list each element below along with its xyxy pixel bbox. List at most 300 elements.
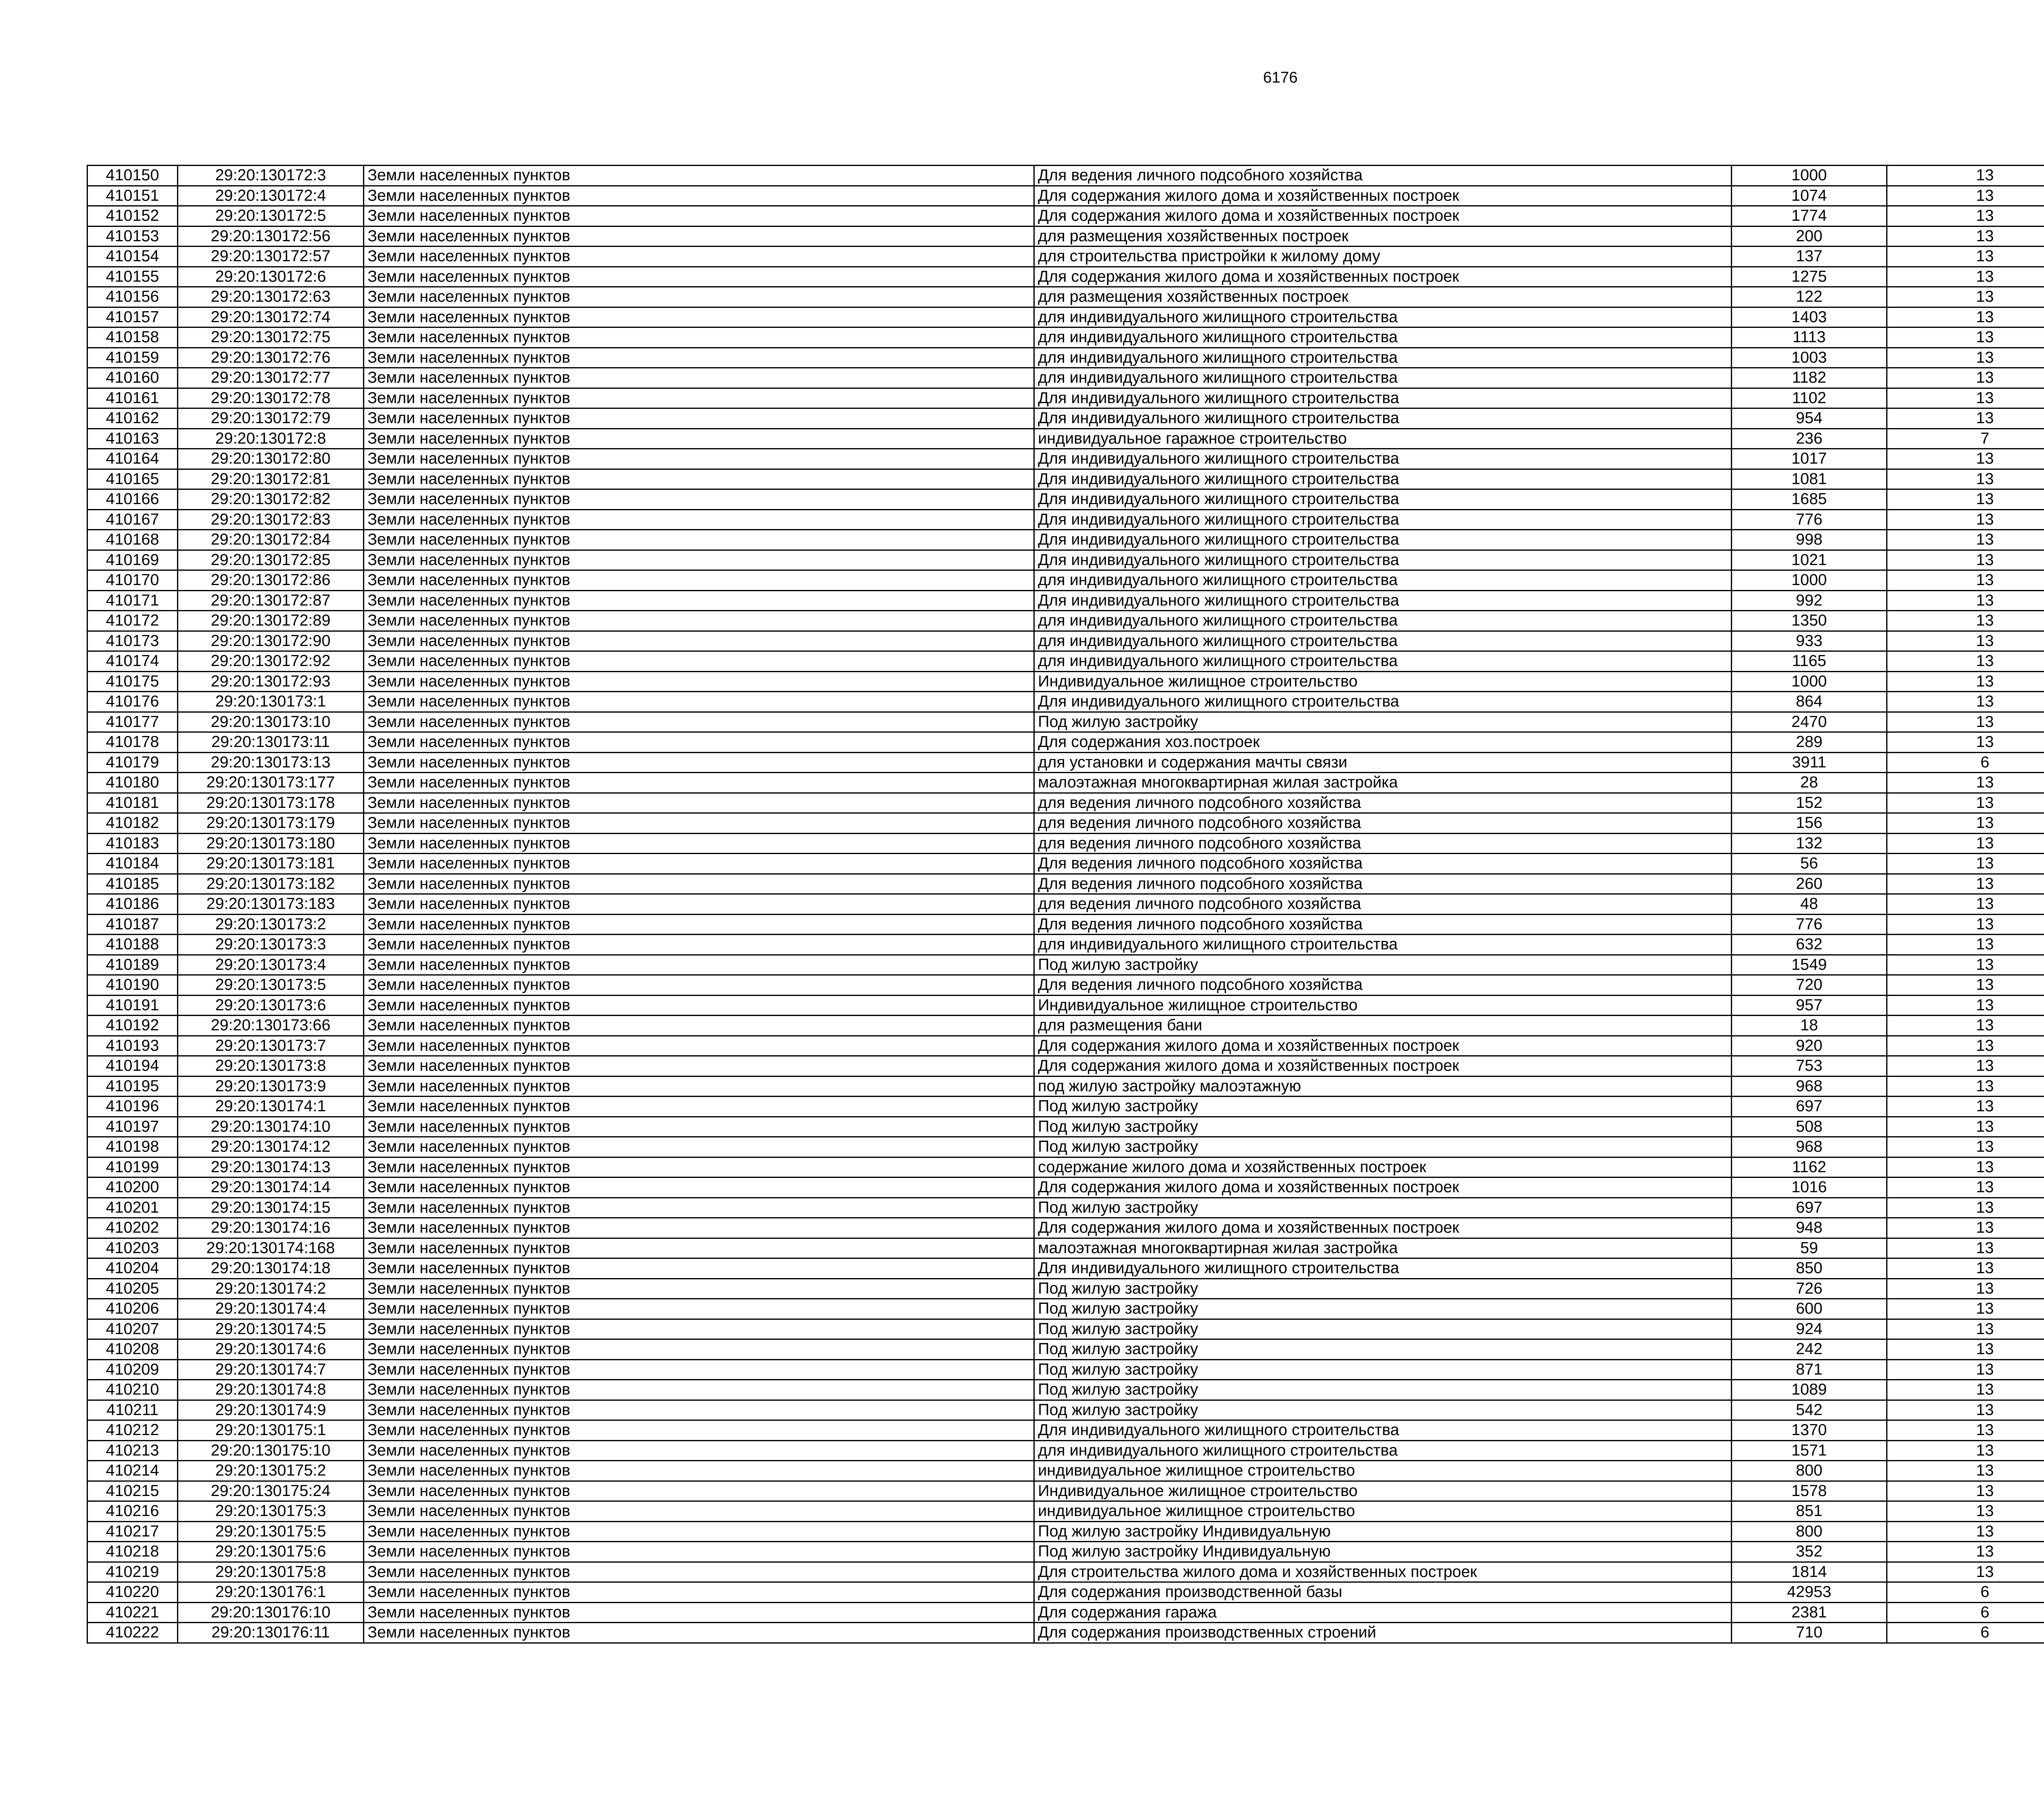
area-cell: 48 [1732,894,1887,915]
land-category-cell: Земли населенных пунктов [364,1238,1034,1258]
area-cell: 720 [1732,975,1887,996]
row-number-cell: 410213 [87,1440,178,1461]
permitted-use-cell: Для ведения личного подсобного хозяйства [1034,854,1732,874]
area-cell: 132 [1732,833,1887,854]
cadastral-number-cell: 29:20:130172:57 [178,247,364,267]
permitted-use-cell: Для ведения личного подсобного хозяйства [1034,166,1732,186]
cadastral-number-cell: 29:20:130173:177 [178,773,364,793]
cadastral-number-cell: 29:20:130172:77 [178,368,364,388]
group-cell: 13 [1887,1178,2044,1198]
group-cell: 13 [1887,935,2044,955]
row-number-cell: 410194 [87,1056,178,1077]
permitted-use-cell: Для индивидуального жилищного строительства [1034,550,1732,570]
land-category-cell: Земли населенных пунктов [364,955,1034,975]
table-row [87,955,2044,975]
permitted-use-cell: для ведения личного подсобного хозяйства [1034,833,1732,854]
group-cell: 13 [1887,206,2044,227]
area-cell: 697 [1732,1097,1887,1117]
area-cell: 1814 [1732,1562,1887,1582]
cadastral-number-cell: 29:20:130173:10 [178,712,364,732]
area-cell: 992 [1732,590,1887,611]
area-cell: 697 [1732,1198,1887,1218]
row-number-cell: 410220 [87,1582,178,1603]
table-row [87,631,2044,651]
group-cell: 13 [1887,1097,2044,1117]
cadastral-number-cell: 29:20:130172:78 [178,388,364,408]
group-cell: 13 [1887,1420,2044,1441]
row-number-cell: 410181 [87,793,178,813]
permitted-use-cell: для индивидуального жилищного строительства [1034,307,1732,327]
table-row [87,1319,2044,1339]
row-number-cell: 410204 [87,1258,178,1279]
row-number-cell: 410159 [87,348,178,368]
table-row [87,1299,2044,1319]
permitted-use-cell: Под жилую застройку [1034,1198,1732,1218]
land-category-cell: Земли населенных пунктов [364,833,1034,854]
table-row [87,307,2044,327]
table-row [87,1238,2044,1258]
permitted-use-cell: для индивидуального жилищного строительства [1034,368,1732,388]
cadastral-number-cell: 29:20:130173:6 [178,995,364,1016]
area-cell: 753 [1732,1056,1887,1077]
cadastral-number-cell: 29:20:130174:9 [178,1400,364,1420]
group-cell: 13 [1887,671,2044,692]
area-cell: 1275 [1732,267,1887,287]
area-cell: 1774 [1732,206,1887,227]
area-cell: 864 [1732,692,1887,712]
group-cell: 13 [1887,773,2044,793]
cadastral-number-cell: 29:20:130172:81 [178,469,364,489]
row-number-cell: 410187 [87,914,178,935]
cadastral-number-cell: 29:20:130174:4 [178,1299,364,1319]
table-row [87,914,2044,935]
row-number-cell: 410208 [87,1339,178,1360]
area-cell: 948 [1732,1218,1887,1238]
cadastral-number-cell: 29:20:130172:76 [178,348,364,368]
permitted-use-cell: Под жилую застройку Индивидуальную [1034,1542,1732,1562]
area-cell: 137 [1732,247,1887,267]
table-row [87,1359,2044,1380]
area-cell: 2470 [1732,712,1887,732]
area-cell: 1000 [1732,671,1887,692]
cadastral-number-cell: 29:20:130172:79 [178,408,364,429]
area-cell: 1370 [1732,1420,1887,1441]
cadastral-number-cell: 29:20:130175:2 [178,1461,364,1481]
area-cell: 920 [1732,1036,1887,1056]
table-row [87,1582,2044,1603]
permitted-use-cell: Для содержания жилого дома и хозяйственных построек [1034,267,1732,287]
land-category-cell: Земли населенных пунктов [364,247,1034,267]
land-category-cell: Земли населенных пунктов [364,590,1034,611]
cadastral-number-cell: 29:20:130174:1 [178,1097,364,1117]
land-category-cell: Земли населенных пунктов [364,874,1034,894]
cadastral-number-cell: 29:20:130173:13 [178,752,364,773]
area-cell: 726 [1732,1278,1887,1299]
area-cell: 3911 [1732,752,1887,773]
table-row [87,1380,2044,1400]
group-cell: 13 [1887,1380,2044,1400]
permitted-use-cell: Под жилую застройку [1034,955,1732,975]
row-number-cell: 410221 [87,1602,178,1623]
permitted-use-cell: Индивидуальное жилищное строительство [1034,1481,1732,1501]
permitted-use-cell: Для содержания жилого дома и хозяйственных построек [1034,1178,1732,1198]
area-cell: 1350 [1732,611,1887,631]
land-category-cell: Земли населенных пунктов [364,1562,1034,1582]
land-category-cell: Земли населенных пунктов [364,1420,1034,1441]
cadastral-number-cell: 29:20:130173:183 [178,894,364,915]
land-category-cell: Земли населенных пунктов [364,307,1034,327]
permitted-use-cell: Для индивидуального жилищного строительства [1034,590,1732,611]
cadastral-number-cell: 29:20:130175:6 [178,1542,364,1562]
row-number-cell: 410157 [87,307,178,327]
table-row [87,651,2044,672]
group-cell: 6 [1887,1602,2044,1623]
area-cell: 600 [1732,1299,1887,1319]
table-row [87,166,2044,186]
table-row [87,894,2044,915]
permitted-use-cell: для размещения хозяйственных построек [1034,226,1732,247]
permitted-use-cell: Под жилую застройку [1034,1359,1732,1380]
land-category-cell: Земли населенных пунктов [364,1016,1034,1036]
cadastral-number-cell: 29:20:130175:1 [178,1420,364,1441]
group-cell: 13 [1887,813,2044,834]
permitted-use-cell: для размещения хозяйственных построек [1034,287,1732,307]
table-row [87,1076,2044,1097]
row-number-cell: 410191 [87,995,178,1016]
group-cell: 13 [1887,388,2044,408]
table-row [87,671,2044,692]
area-cell: 998 [1732,530,1887,550]
group-cell: 13 [1887,833,2044,854]
row-number-cell: 410150 [87,166,178,186]
row-number-cell: 410183 [87,833,178,854]
row-number-cell: 410201 [87,1198,178,1218]
row-number-cell: 410189 [87,955,178,975]
group-cell: 13 [1887,1117,2044,1137]
table-row [87,1137,2044,1157]
cadastral-number-cell: 29:20:130174:14 [178,1178,364,1198]
land-category-cell: Земли населенных пунктов [364,854,1034,874]
permitted-use-cell: индивидуальное гаражное строительство [1034,428,1732,449]
land-category-cell: Земли населенных пунктов [364,166,1034,186]
row-number-cell: 410169 [87,550,178,570]
land-category-cell: Земли населенных пунктов [364,1198,1034,1218]
table-row [87,874,2044,894]
row-number-cell: 410170 [87,570,178,591]
permitted-use-cell: Под жилую застройку [1034,1299,1732,1319]
land-category-cell: Земли населенных пунктов [364,651,1034,672]
permitted-use-cell: содержание жилого дома и хозяйственных построек [1034,1157,1732,1178]
row-number-cell: 410163 [87,428,178,449]
area-cell: 59 [1732,1238,1887,1258]
permitted-use-cell: Для ведения личного подсобного хозяйства [1034,975,1732,996]
area-cell: 1162 [1732,1157,1887,1178]
table-row [87,530,2044,550]
area-cell: 1549 [1732,955,1887,975]
cadastral-number-cell: 29:20:130176:10 [178,1602,364,1623]
land-category-cell: Земли населенных пунктов [364,1339,1034,1360]
permitted-use-cell: Под жилую застройку [1034,1097,1732,1117]
land-category-cell: Земли населенных пунктов [364,1602,1034,1623]
permitted-use-cell: Для индивидуального жилищного строительства [1034,469,1732,489]
land-category-cell: Земли населенных пунктов [364,1521,1034,1542]
permitted-use-cell: Для индивидуального жилищного строительства [1034,509,1732,530]
row-number-cell: 410214 [87,1461,178,1481]
row-number-cell: 410173 [87,631,178,651]
permitted-use-cell: Под жилую застройку [1034,1380,1732,1400]
cadastral-number-cell: 29:20:130173:178 [178,793,364,813]
table-row [87,408,2044,429]
area-cell: 28 [1732,773,1887,793]
row-number-cell: 410178 [87,732,178,753]
area-cell: 18 [1732,1016,1887,1036]
row-number-cell: 410200 [87,1178,178,1198]
permitted-use-cell: Под жилую застройку [1034,712,1732,732]
cadastral-number-cell: 29:20:130172:8 [178,428,364,449]
row-number-cell: 410172 [87,611,178,631]
land-category-cell: Земли населенных пунктов [364,1036,1034,1056]
land-category-cell: Земли населенных пунктов [364,348,1034,368]
land-category-cell: Земли населенных пунктов [364,449,1034,469]
land-category-cell: Земли населенных пунктов [364,1400,1034,1420]
area-cell: 776 [1732,509,1887,530]
table-row [87,732,2044,753]
row-number-cell: 410190 [87,975,178,996]
permitted-use-cell: Для строительства жилого дома и хозяйственных построек [1034,1562,1732,1582]
group-cell: 13 [1887,348,2044,368]
permitted-use-cell: Для индивидуального жилищного строительства [1034,408,1732,429]
permitted-use-cell: для индивидуального жилищного строительства [1034,570,1732,591]
cadastral-number-cell: 29:20:130175:8 [178,1562,364,1582]
land-category-cell: Земли населенных пунктов [364,509,1034,530]
permitted-use-cell: для индивидуального жилищного строительства [1034,1440,1732,1461]
cadastral-number-cell: 29:20:130172:85 [178,550,364,570]
cadastral-number-cell: 29:20:130172:5 [178,206,364,227]
row-number-cell: 410174 [87,651,178,672]
table-row [87,570,2044,591]
land-category-cell: Земли населенных пунктов [364,1582,1034,1603]
area-cell: 1578 [1732,1481,1887,1501]
row-number-cell: 410207 [87,1319,178,1339]
table-row [87,428,2044,449]
cadastral-number-cell: 29:20:130174:5 [178,1319,364,1339]
table-row [87,854,2044,874]
table-row [87,1097,2044,1117]
group-cell: 13 [1887,530,2044,550]
cadastral-number-cell: 29:20:130174:18 [178,1258,364,1279]
land-category-cell: Земли населенных пунктов [364,975,1034,996]
table-row [87,692,2044,712]
table-row [87,1440,2044,1461]
permitted-use-cell: Для индивидуального жилищного строительства [1034,1420,1732,1441]
area-cell: 968 [1732,1137,1887,1157]
land-category-cell: Земли населенных пунктов [364,1542,1034,1562]
area-cell: 200 [1732,226,1887,247]
land-category-cell: Земли населенных пунктов [364,1299,1034,1319]
row-number-cell: 410162 [87,408,178,429]
permitted-use-cell: под жилую застройку малоэтажную [1034,1076,1732,1097]
row-number-cell: 410165 [87,469,178,489]
row-number-cell: 410206 [87,1299,178,1319]
permitted-use-cell: Под жилую застройку Индивидуальную [1034,1521,1732,1542]
land-category-cell: Земли населенных пунктов [364,368,1034,388]
row-number-cell: 410152 [87,206,178,227]
cadastral-number-cell: 29:20:130173:3 [178,935,364,955]
table-row [87,489,2044,510]
group-cell: 13 [1887,874,2044,894]
area-cell: 957 [1732,995,1887,1016]
cadastral-number-cell: 29:20:130175:3 [178,1501,364,1522]
area-cell: 289 [1732,732,1887,753]
land-category-cell: Земли населенных пунктов [364,1157,1034,1178]
cadastral-number-cell: 29:20:130175:24 [178,1481,364,1501]
row-number-cell: 410164 [87,449,178,469]
group-cell: 13 [1887,327,2044,348]
group-cell: 13 [1887,1076,2044,1097]
table-row [87,1278,2044,1299]
area-cell: 352 [1732,1542,1887,1562]
cadastral-number-cell: 29:20:130173:181 [178,854,364,874]
group-cell: 13 [1887,1056,2044,1077]
cadastral-number-cell: 29:20:130173:4 [178,955,364,975]
area-cell: 1165 [1732,651,1887,672]
cadastral-number-cell: 29:20:130173:1 [178,692,364,712]
table-row [87,1400,2044,1420]
table-row [87,449,2044,469]
group-cell: 13 [1887,995,2044,1016]
table-row [87,1461,2044,1481]
group-cell: 13 [1887,1016,2044,1036]
permitted-use-cell: для индивидуального жилищного строительства [1034,327,1732,348]
table-row [87,1420,2044,1441]
land-category-cell: Земли населенных пунктов [364,1137,1034,1157]
permitted-use-cell: Для содержания производственной базы [1034,1582,1732,1603]
permitted-use-cell: Для ведения личного подсобного хозяйства [1034,914,1732,935]
permitted-use-cell: Для содержания производственных строений [1034,1623,1732,1643]
area-cell: 851 [1732,1501,1887,1522]
permitted-use-cell: для индивидуального жилищного строительства [1034,935,1732,955]
row-number-cell: 410155 [87,267,178,287]
row-number-cell: 410154 [87,247,178,267]
group-cell: 13 [1887,732,2044,753]
row-number-cell: 410151 [87,186,178,206]
cadastral-number-cell: 29:20:130173:66 [178,1016,364,1036]
land-category-cell: Земли населенных пунктов [364,732,1034,753]
table-row [87,1339,2044,1360]
group-cell: 13 [1887,631,2044,651]
permitted-use-cell: Для содержания жилого дома и хозяйственных построек [1034,1056,1732,1077]
land-category-cell: Земли населенных пунктов [364,226,1034,247]
cadastral-number-cell: 29:20:130174:2 [178,1278,364,1299]
row-number-cell: 410192 [87,1016,178,1036]
row-number-cell: 410184 [87,854,178,874]
table-row [87,1623,2044,1643]
cadastral-number-cell: 29:20:130174:12 [178,1137,364,1157]
area-cell: 1016 [1732,1178,1887,1198]
table-row [87,752,2044,773]
table-row [87,1036,2044,1056]
area-cell: 156 [1732,813,1887,834]
land-category-cell: Земли населенных пунктов [364,914,1034,935]
area-cell: 1089 [1732,1380,1887,1400]
row-number-cell: 410193 [87,1036,178,1056]
permitted-use-cell: Под жилую застройку [1034,1137,1732,1157]
cadastral-number-cell: 29:20:130173:182 [178,874,364,894]
cadastral-number-cell: 29:20:130172:80 [178,449,364,469]
permitted-use-cell: Индивидуальное жилищное строительство [1034,671,1732,692]
land-category-cell: Земли населенных пунктов [364,1501,1034,1522]
permitted-use-cell: для индивидуального жилищного строительства [1034,611,1732,631]
area-cell: 2381 [1732,1602,1887,1623]
row-number-cell: 410179 [87,752,178,773]
permitted-use-cell: малоэтажная многоквартирная жилая застройка [1034,1238,1732,1258]
permitted-use-cell: Для содержания гаража [1034,1602,1732,1623]
row-number-cell: 410215 [87,1481,178,1501]
land-category-cell: Земли населенных пунктов [364,894,1034,915]
permitted-use-cell: индивидуальное жилищное строительство [1034,1501,1732,1522]
table-row [87,348,2044,368]
table-row [87,813,2044,834]
permitted-use-cell: Для индивидуального жилищного строительства [1034,489,1732,510]
table-row [87,550,2044,570]
land-category-cell: Земли населенных пунктов [364,1440,1034,1461]
table-row [87,1602,2044,1623]
group-cell: 13 [1887,1359,2044,1380]
group-cell: 13 [1887,1440,2044,1461]
permitted-use-cell: Под жилую застройку [1034,1400,1732,1420]
group-cell: 6 [1887,1582,2044,1603]
table-body [87,166,2044,1643]
row-number-cell: 410160 [87,368,178,388]
group-cell: 13 [1887,1461,2044,1481]
land-category-cell: Земли населенных пунктов [364,1278,1034,1299]
cadastral-number-cell: 29:20:130174:10 [178,1117,364,1137]
area-cell: 800 [1732,1461,1887,1481]
land-category-cell: Земли населенных пунктов [364,1117,1034,1137]
table-row [87,975,2044,996]
row-number-cell: 410156 [87,287,178,307]
cadastral-number-cell: 29:20:130172:83 [178,509,364,530]
group-cell: 13 [1887,1400,2044,1420]
group-cell: 13 [1887,1339,2044,1360]
permitted-use-cell: малоэтажная многоквартирная жилая застройка [1034,773,1732,793]
group-cell: 13 [1887,166,2044,186]
row-number-cell: 410217 [87,1521,178,1542]
land-register-table [87,165,2044,1644]
group-cell: 13 [1887,368,2044,388]
row-number-cell: 410185 [87,874,178,894]
permitted-use-cell: для ведения личного подсобного хозяйства [1034,793,1732,813]
row-number-cell: 410186 [87,894,178,915]
area-cell: 800 [1732,1521,1887,1542]
table-row [87,793,2044,813]
table-row [87,1198,2044,1218]
group-cell: 13 [1887,469,2044,489]
land-category-cell: Земли населенных пунктов [364,469,1034,489]
group-cell: 13 [1887,307,2044,327]
permitted-use-cell: Для индивидуального жилищного строительства [1034,530,1732,550]
page-number: 6176 [1263,69,1298,86]
group-cell: 13 [1887,247,2044,267]
permitted-use-cell: для строительства пристройки к жилому дому [1034,247,1732,267]
group-cell: 13 [1887,590,2044,611]
group-cell: 13 [1887,1562,2044,1582]
land-category-cell: Земли населенных пунктов [364,671,1034,692]
group-cell: 13 [1887,186,2044,206]
land-category-cell: Земли населенных пунктов [364,712,1034,732]
group-cell: 13 [1887,1542,2044,1562]
group-cell: 13 [1887,651,2044,672]
